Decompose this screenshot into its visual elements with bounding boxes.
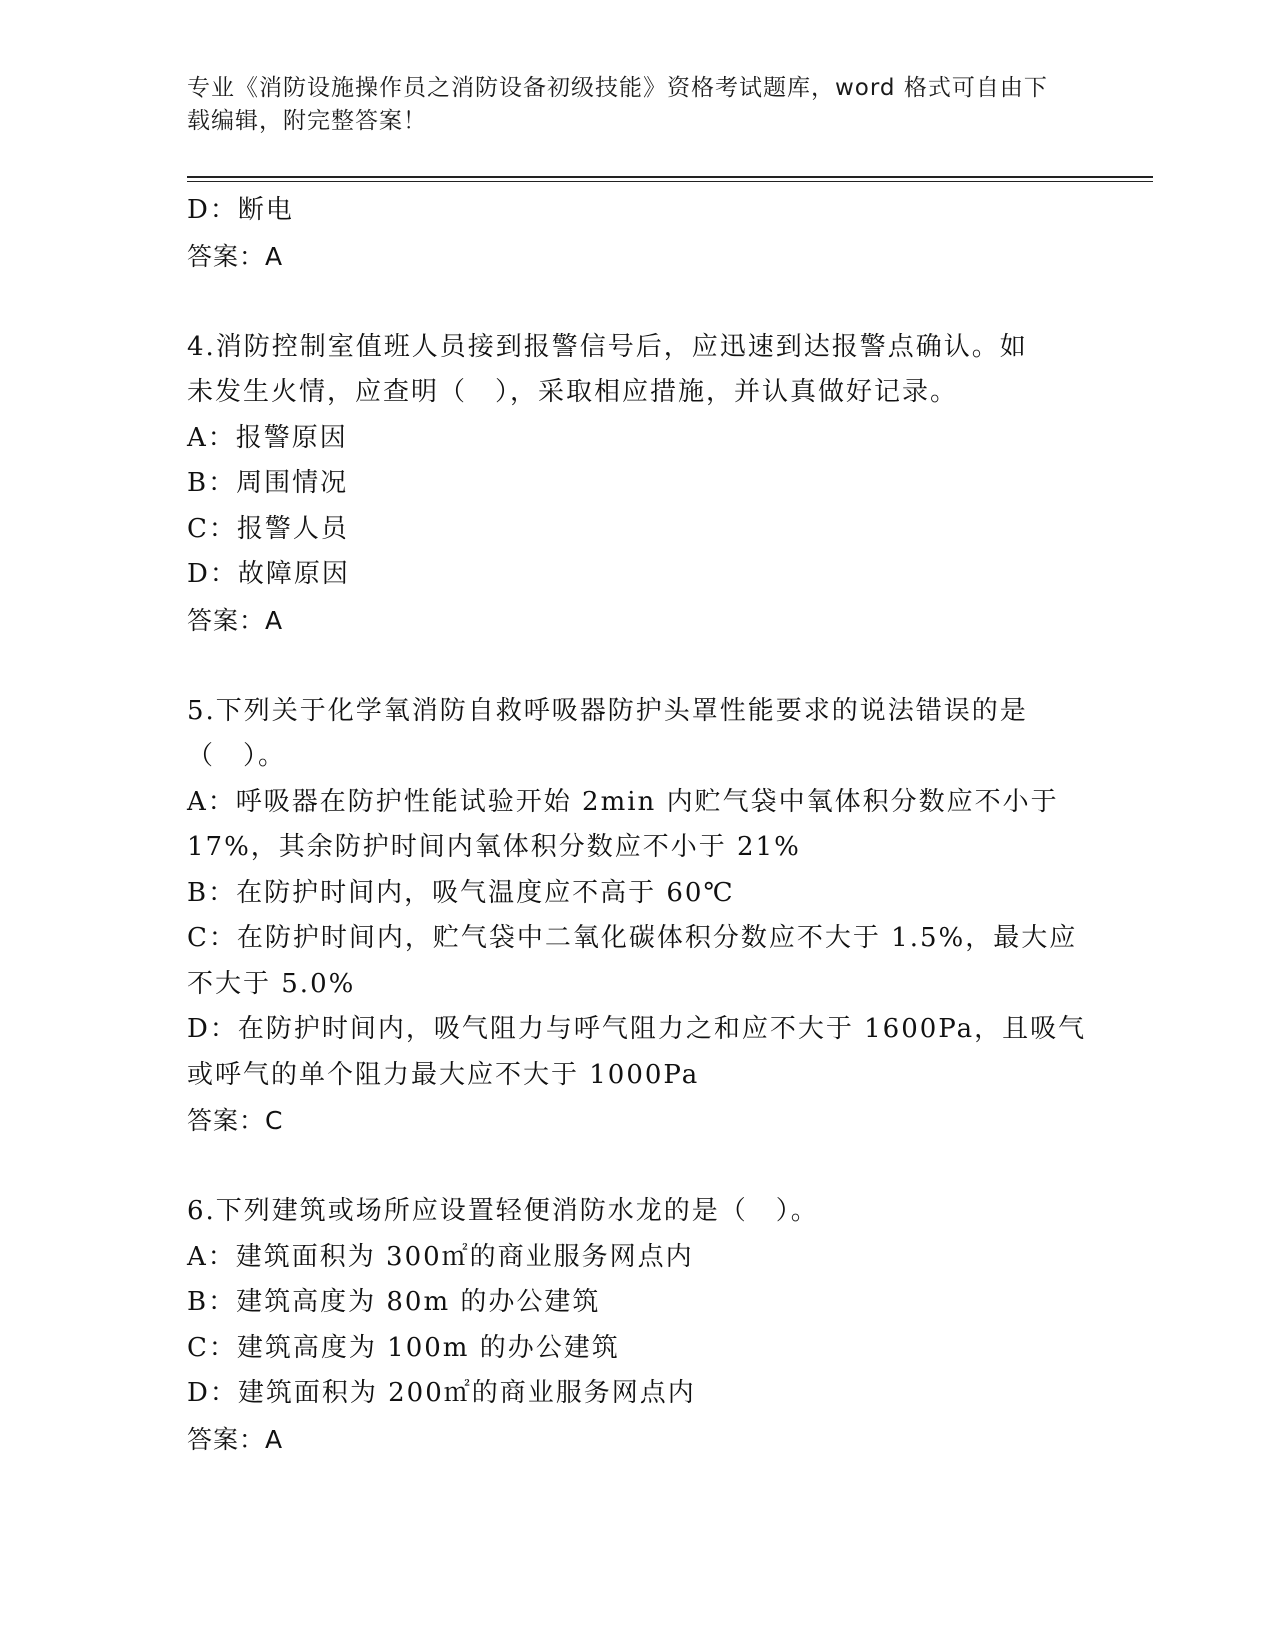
- q6-option-d: D：建筑面积为 200㎡的商业服务网点内: [187, 1378, 696, 1408]
- question-content: [187, 188, 1087, 1462]
- q4-option-d: D：故障原因: [187, 559, 350, 589]
- q5-option-c-line-2: 不大于 5.0%: [187, 968, 356, 999]
- q5-stem-line-2: （ ）。: [187, 741, 287, 771]
- header-divider-thick: [187, 176, 1153, 178]
- prev-option-d: D：断电: [187, 195, 294, 225]
- question-4: [187, 325, 1087, 644]
- q5-option-d-line-1: D：在防护时间内，吸气阻力与呼气阻力之和应不大于 1600Pa，且吸气: [187, 1014, 1087, 1044]
- question-5: [187, 689, 1087, 1144]
- prev-answer: 答案：A: [187, 241, 284, 271]
- question-6: [187, 1189, 1087, 1462]
- q4-stem-line-1: 4.消防控制室值班人员接到报警信号后，应迅速到达报警点确认。如: [187, 331, 1028, 362]
- header-line-2: 载编辑，附完整答案！: [187, 108, 427, 134]
- q4-answer: 答案：A: [187, 605, 284, 635]
- q5-option-a-line-2: 17%，其余防护时间内氧体积分数应不小于 21%: [187, 832, 801, 862]
- spacer: [187, 1144, 1087, 1190]
- q6-stem: 6.下列建筑或场所应设置轻便消防水龙的是（ ）。: [187, 1196, 819, 1226]
- q6-option-b: B：建筑高度为 80m 的办公建筑: [187, 1287, 601, 1317]
- document-header: [187, 72, 1067, 138]
- spacer: [187, 279, 1087, 325]
- q6-option-c: C：建筑高度为 100m 的办公建筑: [187, 1332, 620, 1363]
- q5-option-a-line-1: A：呼吸器在防护性能试验开始 2min 内贮气袋中氧体积分数应不小于: [187, 786, 1059, 817]
- q4-option-b: B：周围情况: [187, 468, 349, 498]
- spacer: [187, 643, 1087, 689]
- header-line-1: 专业《消防设施操作员之消防设备初级技能》资格考试题库，word 格式可自由下: [187, 75, 1048, 101]
- q5-option-b: B：在防护时间内，吸气温度应不高于 60℃: [187, 877, 735, 908]
- q5-answer: 答案：C: [187, 1106, 284, 1135]
- q5-stem-line-1: 5.下列关于化学氧消防自救呼吸器防护头罩性能要求的说法错误的是: [187, 695, 1028, 726]
- q6-option-a: A：建筑面积为 300㎡的商业服务网点内: [187, 1241, 694, 1272]
- header-divider-thin: [187, 181, 1153, 182]
- q4-stem-line-2: 未发生火情，应查明（ ），采取相应措施，并认真做好记录。: [187, 377, 959, 407]
- q5-option-d-line-2: 或呼气的单个阻力最大应不大于 1000Pa: [187, 1059, 700, 1090]
- q6-answer: 答案：A: [187, 1424, 284, 1454]
- q4-option-c: C：报警人员: [187, 513, 349, 544]
- q5-option-c-line-1: C：在防护时间内，贮气袋中二氧化碳体积分数应不大于 1.5%，最大应: [187, 923, 1078, 953]
- q4-option-a: A：报警原因: [187, 422, 348, 453]
